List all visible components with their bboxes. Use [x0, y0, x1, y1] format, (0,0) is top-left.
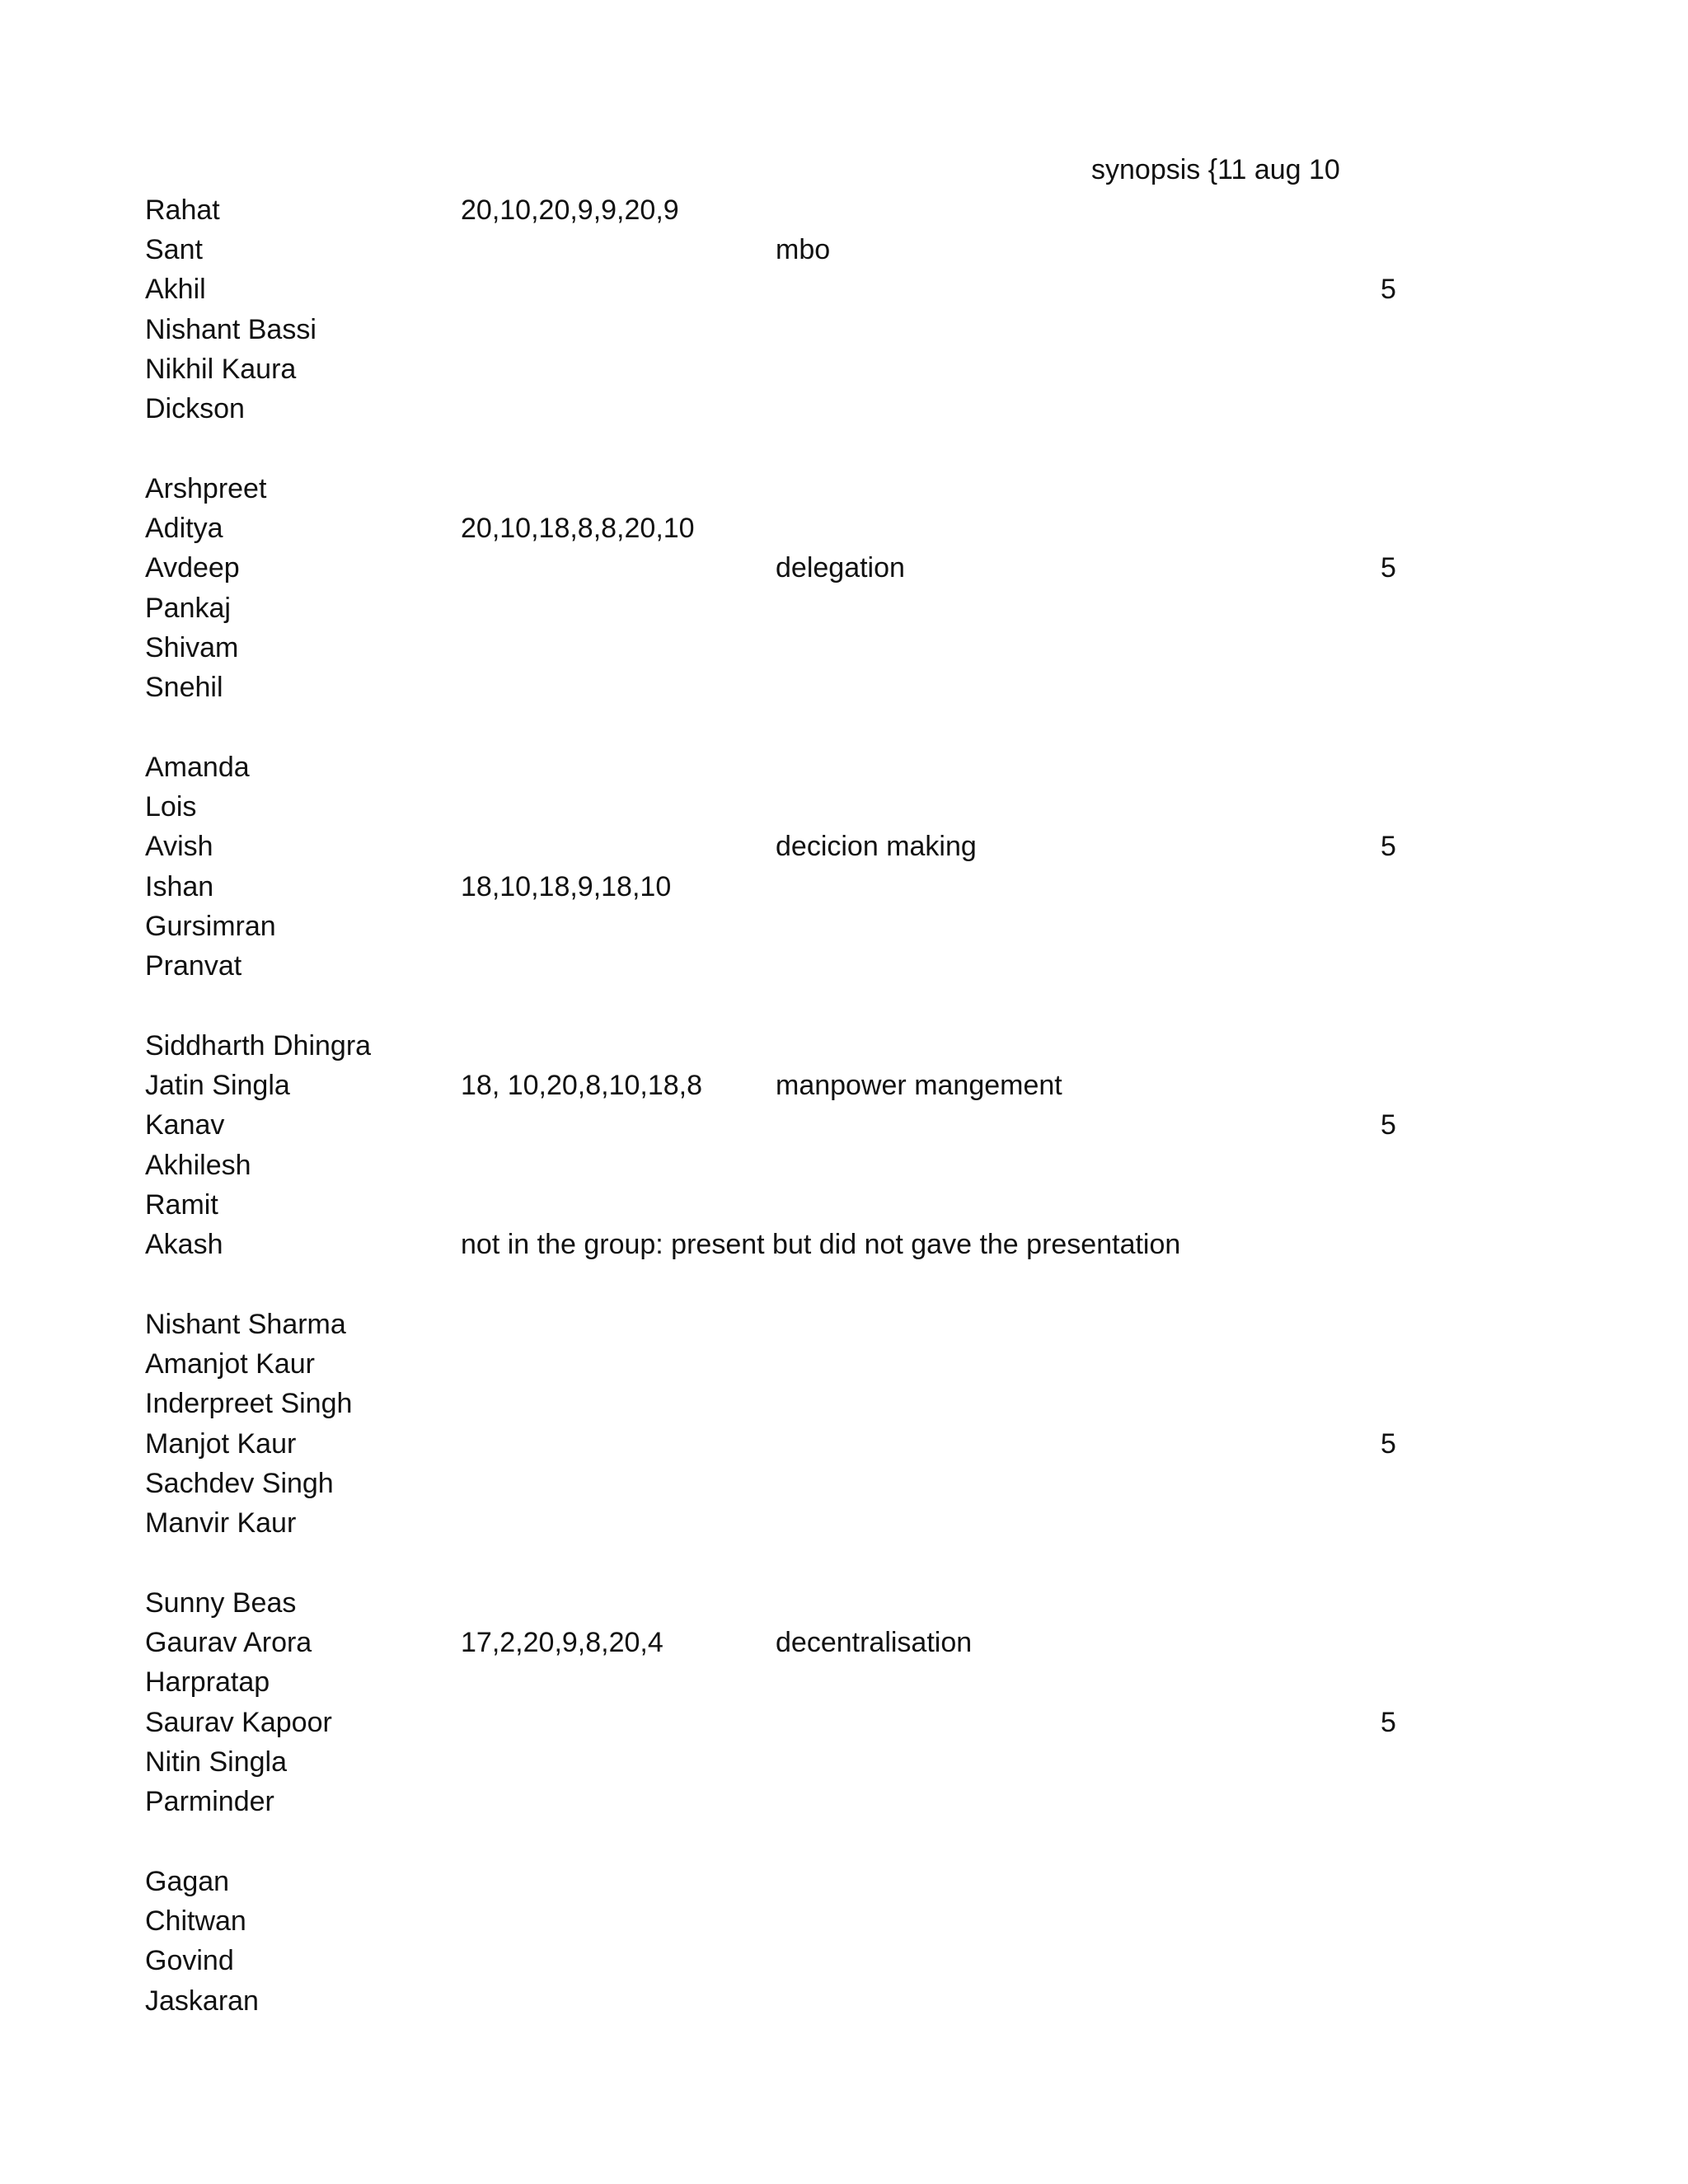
student-name: Sunny Beas [145, 1587, 297, 1619]
group-scores: 17,2,20,9,8,20,4 [461, 1627, 663, 1658]
group-mark: 5 [1381, 1428, 1396, 1460]
student-name: Parminder [145, 1786, 274, 1817]
group-scores: 20,10,20,9,9,20,9 [461, 194, 679, 226]
student-name: Akash [145, 1229, 223, 1260]
group-scores: 18, 10,20,8,10,18,8 [461, 1070, 703, 1101]
student-name: Nikhil Kaura [145, 354, 297, 385]
student-name: Lois [145, 791, 197, 823]
student-name: Gaurav Arora [145, 1627, 312, 1658]
student-name: Snehil [145, 672, 223, 703]
student-name: Amanda [145, 752, 250, 783]
student-name: Saurav Kapoor [145, 1707, 332, 1738]
student-name: Harpratap [145, 1666, 270, 1698]
student-name: Ishan [145, 871, 214, 902]
student-name: Akhil [145, 274, 206, 305]
student-name: Jaskaran [145, 1985, 259, 2017]
student-name: Akhilesh [145, 1150, 251, 1181]
student-name: Siddharth Dhingra [145, 1030, 372, 1062]
student-name: Gagan [145, 1866, 230, 1897]
attendance-note: not in the group: present but did not gave the presentation [461, 1229, 1181, 1260]
group-scores: 18,10,18,9,18,10 [461, 871, 672, 902]
student-name: Manjot Kaur [145, 1428, 297, 1460]
group-topic: manpower mangement [776, 1070, 1062, 1101]
student-name: Rahat [145, 194, 220, 226]
student-name: Nishant Sharma [145, 1309, 346, 1340]
group-mark: 5 [1381, 274, 1396, 305]
sheet-header: synopsis {11 aug 10 [1091, 154, 1340, 185]
student-name: Aditya [145, 513, 223, 544]
student-name: Arshpreet [145, 473, 267, 504]
student-name: Pranvat [145, 950, 242, 982]
group-mark: 5 [1381, 1707, 1396, 1738]
student-name: Nitin Singla [145, 1746, 287, 1778]
group-topic: decicion making [776, 831, 977, 862]
student-name: Jatin Singla [145, 1070, 290, 1101]
student-name: Kanav [145, 1109, 225, 1141]
student-name: Ramit [145, 1189, 218, 1221]
student-name: Sant [145, 234, 203, 265]
student-name: Gursimran [145, 911, 276, 942]
student-name: Nishant Bassi [145, 314, 316, 345]
group-topic: mbo [776, 234, 831, 265]
student-name: Shivam [145, 632, 239, 663]
group-mark: 5 [1381, 831, 1396, 862]
student-name: Amanjot Kaur [145, 1348, 315, 1380]
student-name: Manvir Kaur [145, 1507, 297, 1539]
group-scores: 20,10,18,8,8,20,10 [461, 513, 695, 544]
student-name: Avdeep [145, 552, 240, 583]
student-name: Inderpreet Singh [145, 1388, 353, 1419]
student-name: Govind [145, 1945, 234, 1976]
group-topic: delegation [776, 552, 905, 583]
student-name: Dickson [145, 393, 245, 424]
student-name: Sachdev Singh [145, 1468, 334, 1499]
group-topic: decentralisation [776, 1627, 973, 1658]
group-mark: 5 [1381, 552, 1396, 583]
student-name: Pankaj [145, 593, 231, 624]
student-name: Chitwan [145, 1905, 246, 1937]
student-name: Avish [145, 831, 213, 862]
group-mark: 5 [1381, 1109, 1396, 1141]
